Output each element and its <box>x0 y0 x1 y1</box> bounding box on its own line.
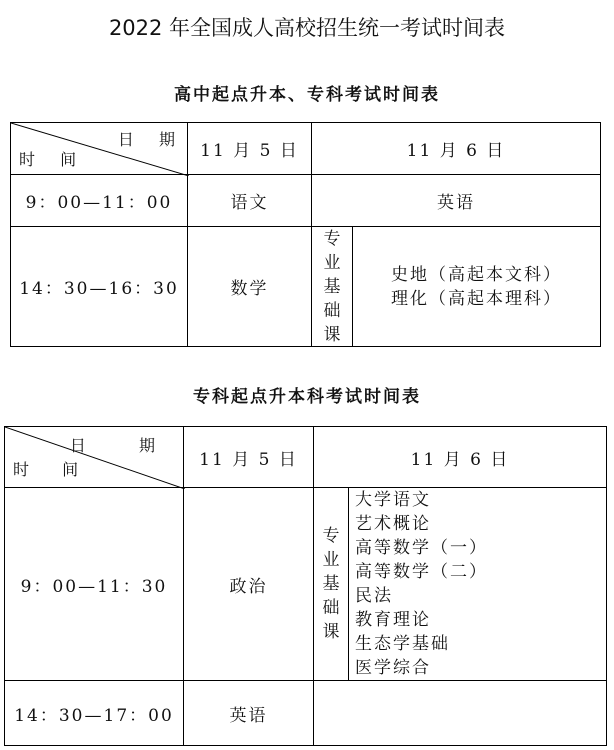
subject-item: 理化（高起本理科） <box>391 288 562 309</box>
table2-row2-day1: 英语 <box>183 680 314 746</box>
table2-row1-day1: 政治 <box>183 487 314 681</box>
table2-row1-group-label <box>313 487 349 681</box>
table2-row1-day2-subjects <box>348 487 607 681</box>
group-char: 础 <box>322 598 340 618</box>
subject-item: 高等数学（一） <box>355 538 488 558</box>
table2-corner-cell <box>4 426 184 488</box>
group-char: 基 <box>322 574 340 594</box>
subject-item: 大学语文 <box>355 490 431 510</box>
table1-corner-cell <box>10 122 188 175</box>
subject-item: 生态学基础 <box>355 634 450 654</box>
table1-day1-header: 11 月 5 日 <box>187 122 312 175</box>
page-title: 2022 年全国成人高校招生统一考试时间表 <box>108 16 506 40</box>
group-char: 基 <box>323 276 341 297</box>
group-char: 础 <box>323 300 341 321</box>
table1-subtitle: 高中起点升本、专科考试时间表 <box>174 85 440 105</box>
subject-item: 教育理论 <box>355 610 431 630</box>
subject-item: 史地（高起本文科） <box>391 264 562 285</box>
header-time-label: 时 间 <box>13 460 93 479</box>
table1-row1-day2: 英语 <box>311 174 601 227</box>
table1-row2-time: 14：30—16：30 <box>10 226 188 347</box>
group-char: 业 <box>323 252 341 273</box>
table2-row1-time: 9：00—11：30 <box>4 487 184 681</box>
table1-day2-header: 11 月 6 日 <box>311 122 601 175</box>
table2-subtitle: 专科起点升本科考试时间表 <box>193 387 421 407</box>
table2-day1-header: 11 月 5 日 <box>183 426 314 488</box>
subject-item: 民法 <box>355 586 393 606</box>
table2-day2-header: 11 月 6 日 <box>313 426 607 488</box>
subject-item: 艺术概论 <box>355 514 431 534</box>
table1-row2-group-label <box>311 226 353 347</box>
subject-item: 医学综合 <box>355 658 431 678</box>
group-char: 专 <box>322 526 340 546</box>
subject-item: 高等数学（二） <box>355 562 488 582</box>
group-char: 课 <box>323 324 341 345</box>
group-char: 业 <box>322 550 340 570</box>
table1-row1-day1: 语文 <box>187 174 312 227</box>
table1-row1-time: 9：00—11：00 <box>10 174 188 227</box>
table2-row2-time: 14：30—17：00 <box>4 680 184 746</box>
header-time-label: 时 间 <box>19 150 87 169</box>
header-date-label: 日 期 <box>117 130 185 149</box>
table1-row2-day2-subjects <box>352 226 601 347</box>
group-char: 课 <box>322 622 340 642</box>
table2-row2-day2 <box>313 680 607 746</box>
table1-row2-day1: 数学 <box>187 226 312 347</box>
header-date-label: 日 期 <box>69 436 179 455</box>
group-char: 专 <box>323 228 341 249</box>
